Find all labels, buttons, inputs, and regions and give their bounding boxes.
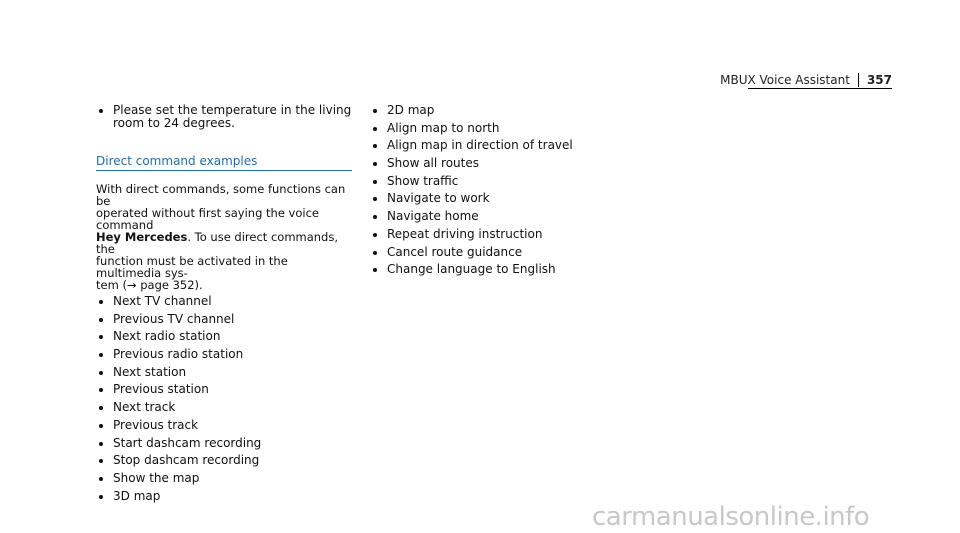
description-paragraph: [96, 183, 356, 291]
para-line: operated without first saying the voice command: [96, 206, 319, 232]
command-list-right: [370, 104, 650, 281]
page-reference-link[interactable]: tem (→ page 352).: [96, 278, 203, 292]
list-item: Navigate to work: [370, 192, 650, 210]
list-item: Show all routes: [370, 157, 650, 175]
list-item: Align map to north: [370, 122, 650, 140]
list-item: Show traffic: [370, 175, 650, 193]
list-item: Stop dashcam recording: [96, 454, 356, 472]
list-item: Show the map: [96, 472, 356, 490]
list-item: Next radio station: [96, 330, 356, 348]
list-item: Change language to English: [370, 263, 650, 281]
watermark: carmanualsonline.info: [592, 502, 870, 532]
left-column: [96, 104, 356, 507]
list-item: Repeat driving instruction: [370, 228, 650, 246]
page-number: 357: [858, 73, 892, 87]
voice-command-label: Hey Mercedes: [96, 230, 188, 244]
para-line: function must be activated in the multimedia sys-: [96, 254, 288, 280]
list-item: 2D map: [370, 104, 650, 122]
list-item: Next track: [96, 401, 356, 419]
list-item: Next TV channel: [96, 295, 356, 313]
intro-list: [96, 104, 356, 130]
list-item: Previous radio station: [96, 348, 356, 366]
para-line: With direct commands, some functions can be: [96, 182, 346, 208]
header-section-title: MBUX Voice Assistant: [720, 73, 850, 87]
list-item: Previous track: [96, 419, 356, 437]
list-item: Next station: [96, 366, 356, 384]
list-item: Previous station: [96, 383, 356, 401]
command-list-left: [96, 295, 356, 507]
intro-item-line2: room to 24 degrees.: [113, 116, 235, 130]
right-column: [370, 104, 650, 281]
list-item: Previous TV channel: [96, 313, 356, 331]
list-item: [96, 104, 356, 130]
list-item: Navigate home: [370, 210, 650, 228]
list-item: Start dashcam recording: [96, 437, 356, 455]
page-header: [700, 73, 892, 87]
header-divider: [748, 88, 892, 89]
list-item: Align map in direction of travel: [370, 139, 650, 157]
list-item: Cancel route guidance: [370, 246, 650, 264]
intro-item-line1: Please set the temperature in the living: [113, 103, 352, 117]
section-title: Direct command examples: [96, 154, 352, 171]
para-line: . To use direct commands, the: [96, 230, 339, 256]
list-item: 3D map: [96, 490, 356, 508]
